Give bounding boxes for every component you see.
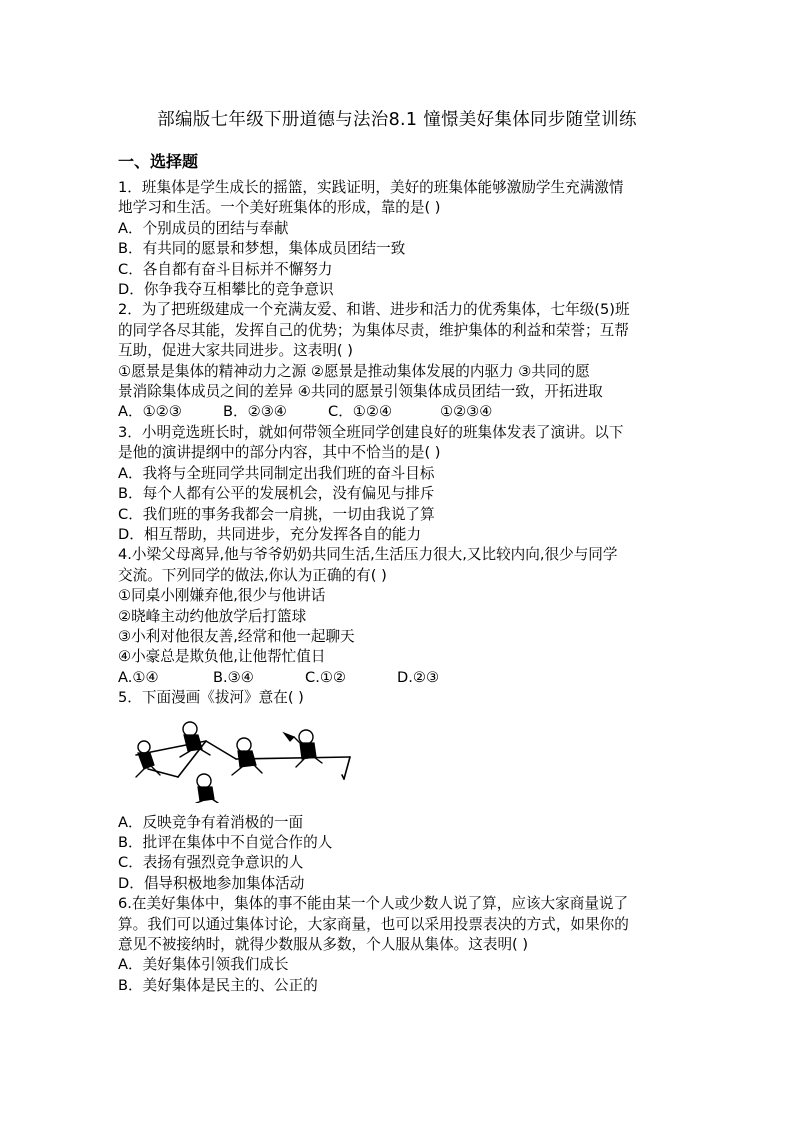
question-stem-line: 地学习和生活。一个美好班集体的形成，靠的是( ) bbox=[118, 199, 441, 217]
option-c: C．各自都有奋斗目标并不懈努力 bbox=[118, 260, 333, 278]
option-a: A.①④ bbox=[118, 668, 159, 686]
question-stem-line: 是他的演讲提纲中的部分内容，其中不恰当的是( ) bbox=[118, 444, 441, 462]
question-stem-line: 3．小明竞选班长时，就如何带领全班同学创建良好的班集体发表了演讲。以下 bbox=[118, 423, 624, 441]
question-6 bbox=[118, 894, 678, 996]
option-b: B．美好集体是民主的、公正的 bbox=[118, 976, 318, 994]
question-5 bbox=[118, 688, 678, 894]
question-stem-line: ①愿景是集体的精神动力之源 ②愿景是推动集体发展的内驱力 ③共同的愿 bbox=[118, 362, 590, 380]
question-stem-line: 算。我们可以通过集体讨论，大家商量，也可以采用投票表决的方式，如果你的 bbox=[118, 915, 629, 933]
question-stem-line: ④小豪总是欺负他,让他帮忙值日 bbox=[118, 648, 326, 666]
option-d: D．相互帮助，共同进步，充分发挥各自的能力 bbox=[118, 525, 422, 543]
option-a: A．①②③ bbox=[118, 403, 182, 421]
option-b: B．有共同的愿景和梦想，集体成员团结一致 bbox=[118, 240, 406, 258]
question-stem-line: 4.小梁父母离异,他与爷爷奶奶共同生活,生活压力很大,又比较内向,很少与同学 bbox=[118, 546, 618, 564]
tug-of-war-illustration bbox=[118, 717, 368, 803]
option-b: B．②③④ bbox=[223, 403, 287, 421]
option-row bbox=[118, 402, 678, 422]
question-stem-line: 的同学各尽其能，发挥自己的优势；为集体尽责，维护集体的利益和荣誉；互帮 bbox=[118, 321, 629, 339]
question-stem-line: 1．班集体是学生成长的摇篮，实践证明，美好的班集体能够激励学生充满激情 bbox=[118, 179, 624, 196]
option-a: A．个别成员的团结与奉献 bbox=[118, 219, 289, 237]
question-4 bbox=[118, 545, 678, 688]
question-stem-line: 5．下面漫画《拔河》意在( ) bbox=[118, 689, 304, 707]
option-d: D．你争我夺互相攀比的竞争意识 bbox=[118, 281, 334, 299]
question-list bbox=[118, 178, 678, 996]
question-stem-line: 景消除集体成员之间的差异 ④共同的愿景引领集体成员团结一致，开拓进取 bbox=[118, 383, 603, 401]
document-title: 部编版七年级下册道德与法治8.1 憧憬美好集体同步随堂训练 bbox=[157, 110, 637, 130]
option-a: A．美好集体引领我们成长 bbox=[118, 956, 289, 974]
option-c: C．表扬有强烈竞争意识的人 bbox=[118, 854, 304, 872]
question-1 bbox=[118, 178, 678, 300]
option-b: B.③④ bbox=[213, 668, 254, 686]
option-b: B．每个人都有公平的发展机会，没有偏见与排斥 bbox=[118, 485, 435, 503]
question-stem-line: ①同桌小刚嫌弃他,很少与他讲话 bbox=[118, 587, 326, 605]
question-stem-line: 意见不被接纳时，就得少数服从多数，个人服从集体。这表明( ) bbox=[118, 936, 529, 953]
question-stem-line: 互助，促进大家共同进步。这表明( ) bbox=[118, 342, 353, 360]
section-heading: 一、选择题 bbox=[118, 152, 199, 171]
question-stem-line: 2．为了把班级建成一个充满友爱、和谐、进步和活力的优秀集体，七年级(5)班 bbox=[118, 301, 630, 319]
option-c: C．我们班的事务我都会一肩挑，一切由我说了算 bbox=[118, 505, 435, 523]
option-c: C．①②④ bbox=[328, 403, 393, 421]
option-c: C.①② bbox=[305, 668, 346, 686]
option-row bbox=[118, 668, 678, 688]
question-stem-line: ③小利对他很友善,经常和他一起聊天 bbox=[118, 627, 355, 645]
tug-of-war-cartoon bbox=[118, 717, 678, 803]
question-stem-line: 6.在美好集体中，集体的事不能由某一个人或少数人说了算，应该大家商量说了 bbox=[118, 895, 629, 913]
question-stem-line: ②晓峰主动约他放学后打篮球 bbox=[118, 607, 307, 625]
option-b: B．批评在集体中不自觉合作的人 bbox=[118, 833, 333, 851]
option-d: D.②③ bbox=[397, 668, 440, 686]
question-3 bbox=[118, 423, 678, 545]
option-d: ①②③④ bbox=[440, 403, 493, 421]
option-a: A．反映竞争有着消极的一面 bbox=[118, 813, 304, 831]
option-d: D．倡导积极地参加集体活动 bbox=[118, 874, 305, 892]
question-stem-line: 交流。下列同学的做法,你认为正确的有( ) bbox=[118, 566, 387, 584]
question-2 bbox=[118, 300, 678, 422]
option-a: A．我将与全班同学共同制定出我们班的奋斗目标 bbox=[118, 464, 435, 482]
